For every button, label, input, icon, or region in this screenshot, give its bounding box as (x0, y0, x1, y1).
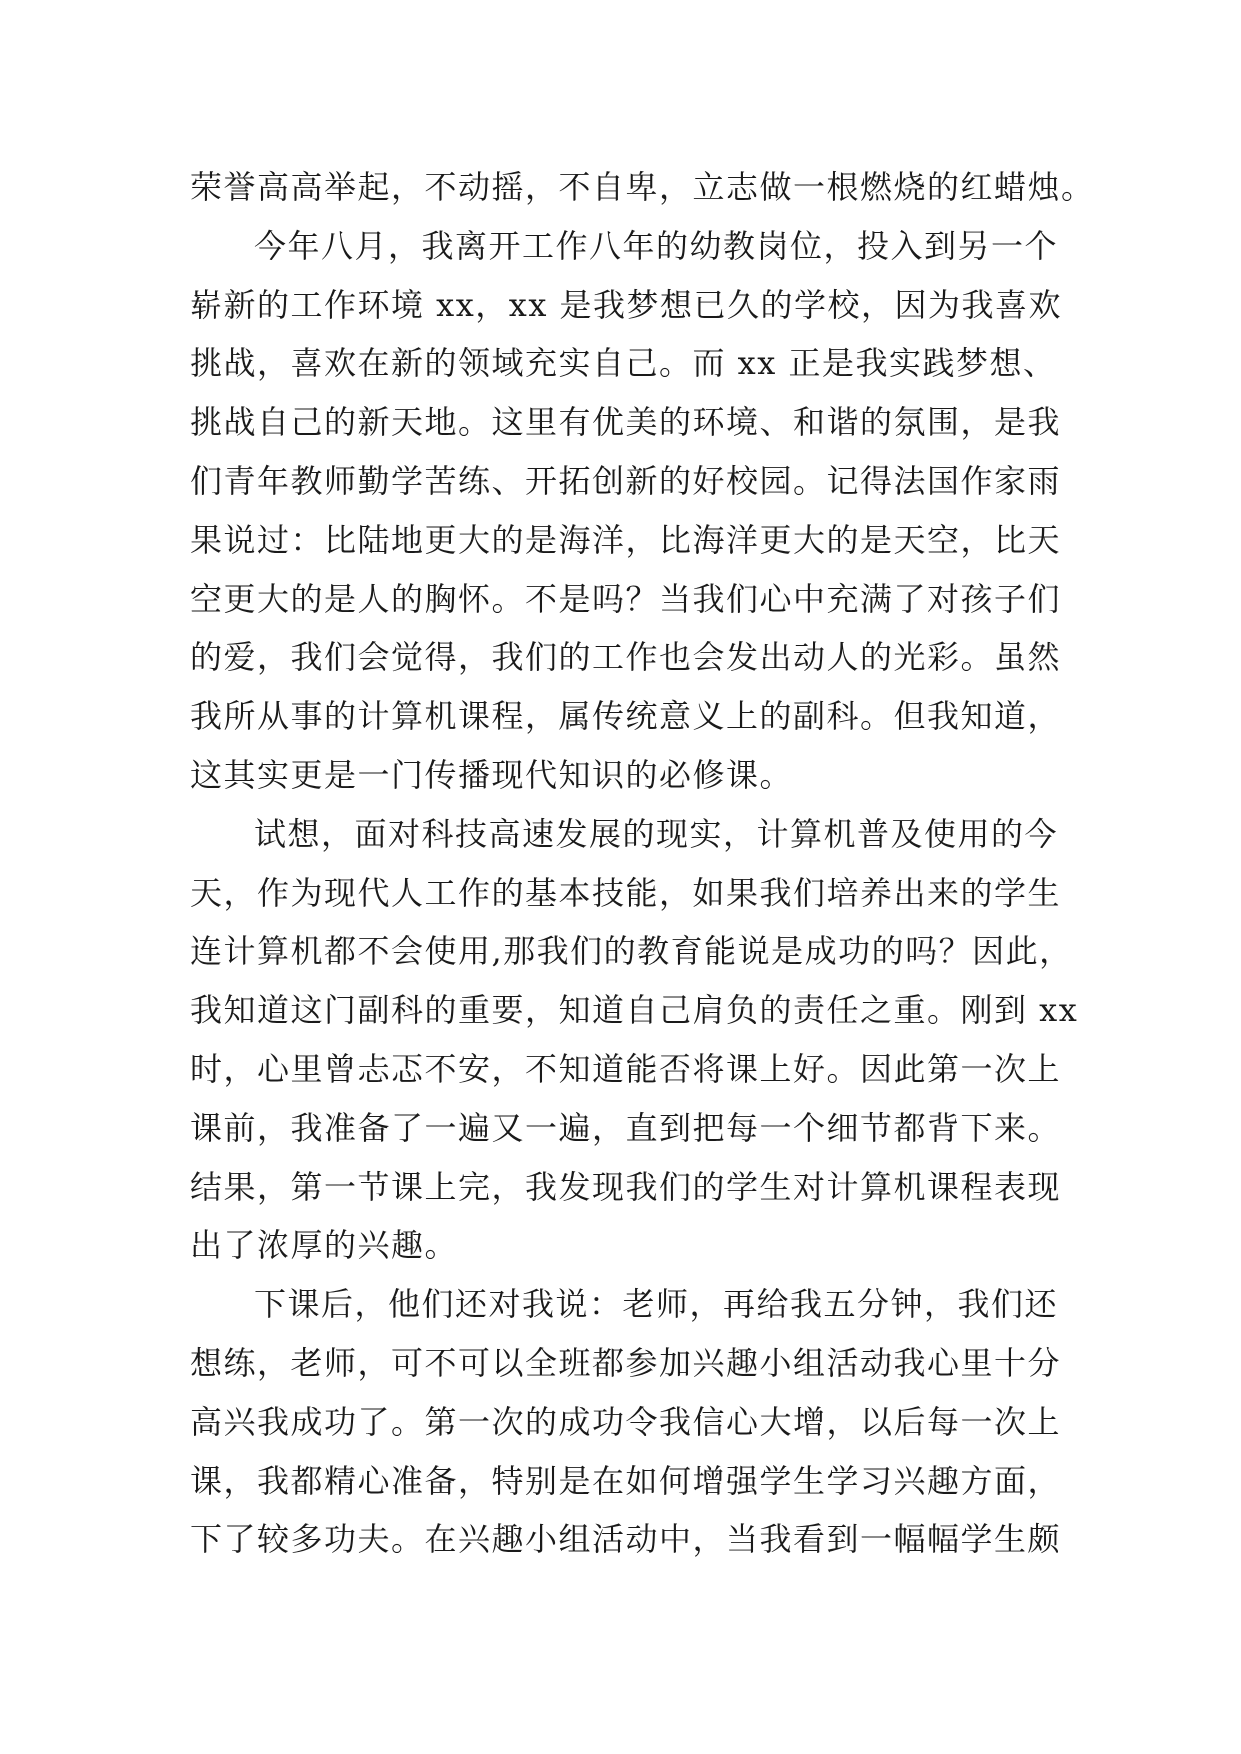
text-line: 时，心里曾忐忑不安，不知道能否将课上好。因此第一次上 (190, 1049, 1062, 1088)
text-line: 这其实更是一门传播现代知识的必修课。 (190, 755, 794, 794)
document-body (190, 158, 1095, 1569)
text-line: 想练，老师，可不可以全班都参加兴趣小组活动我心里十分 (190, 1343, 1062, 1382)
text-line: 果说过：比陆地更大的是海洋，比海洋更大的是天空，比天 (190, 520, 1062, 559)
text-line: 连计算机都不会使用,那我们的教育能说是成功的吗？因此， (190, 932, 1073, 971)
text-line: 今年八月，我离开工作八年的幼教岗位，投入到另一个 (254, 226, 1059, 265)
text-line: 崭新的工作环境 xx，xx 是我梦想已久的学校，因为我喜欢 (190, 285, 1063, 324)
text-line: 荣誉高高举起，不动摇，不自卑，立志做一根燃烧的红蜡烛。 (190, 168, 1095, 206)
text-line: 空更大的是人的胸怀。不是吗？当我们心中充满了对孩子们 (190, 579, 1062, 618)
text-line: 我知道这门副科的重要，知道自己肩负的责任之重。刚到 xx (190, 991, 1079, 1030)
text-line: 我所从事的计算机课程，属传统意义上的副科。但我知道， (190, 697, 1062, 736)
text-line: 课，我都精心准备，特别是在如何增强学生学习兴趣方面， (190, 1461, 1062, 1500)
text-line: 下了较多功夫。在兴趣小组活动中，当我看到一幅幅学生颇 (190, 1520, 1062, 1559)
text-line: 课前，我准备了一遍又一遍，直到把每一个细节都背下来。 (190, 1108, 1062, 1147)
text-line: 出了浓厚的兴趣。 (190, 1226, 459, 1265)
text-line: 天，作为现代人工作的基本技能，如果我们培养出来的学生 (190, 873, 1062, 912)
text-line: 挑战自己的新天地。这里有优美的环境、和谐的氛围，是我 (190, 403, 1062, 442)
text-line: 结果，第一节课上完，我发现我们的学生对计算机课程表现 (190, 1167, 1062, 1206)
text-line: 们青年教师勤学苦练、开拓创新的好校园。记得法国作家雨 (190, 461, 1062, 500)
text-line: 试想，面对科技高速发展的现实，计算机普及使用的今 (254, 814, 1059, 853)
text-line: 下课后，他们还对我说：老师，再给我五分钟，我们还 (254, 1285, 1059, 1324)
text-line: 挑战，喜欢在新的领域充实自己。而 xx 正是我实践梦想、 (190, 344, 1057, 383)
text-line: 的爱，我们会觉得，我们的工作也会发出动人的光彩。虽然 (190, 638, 1062, 677)
text-line: 高兴我成功了。第一次的成功令我信心大增，以后每一次上 (190, 1402, 1062, 1441)
